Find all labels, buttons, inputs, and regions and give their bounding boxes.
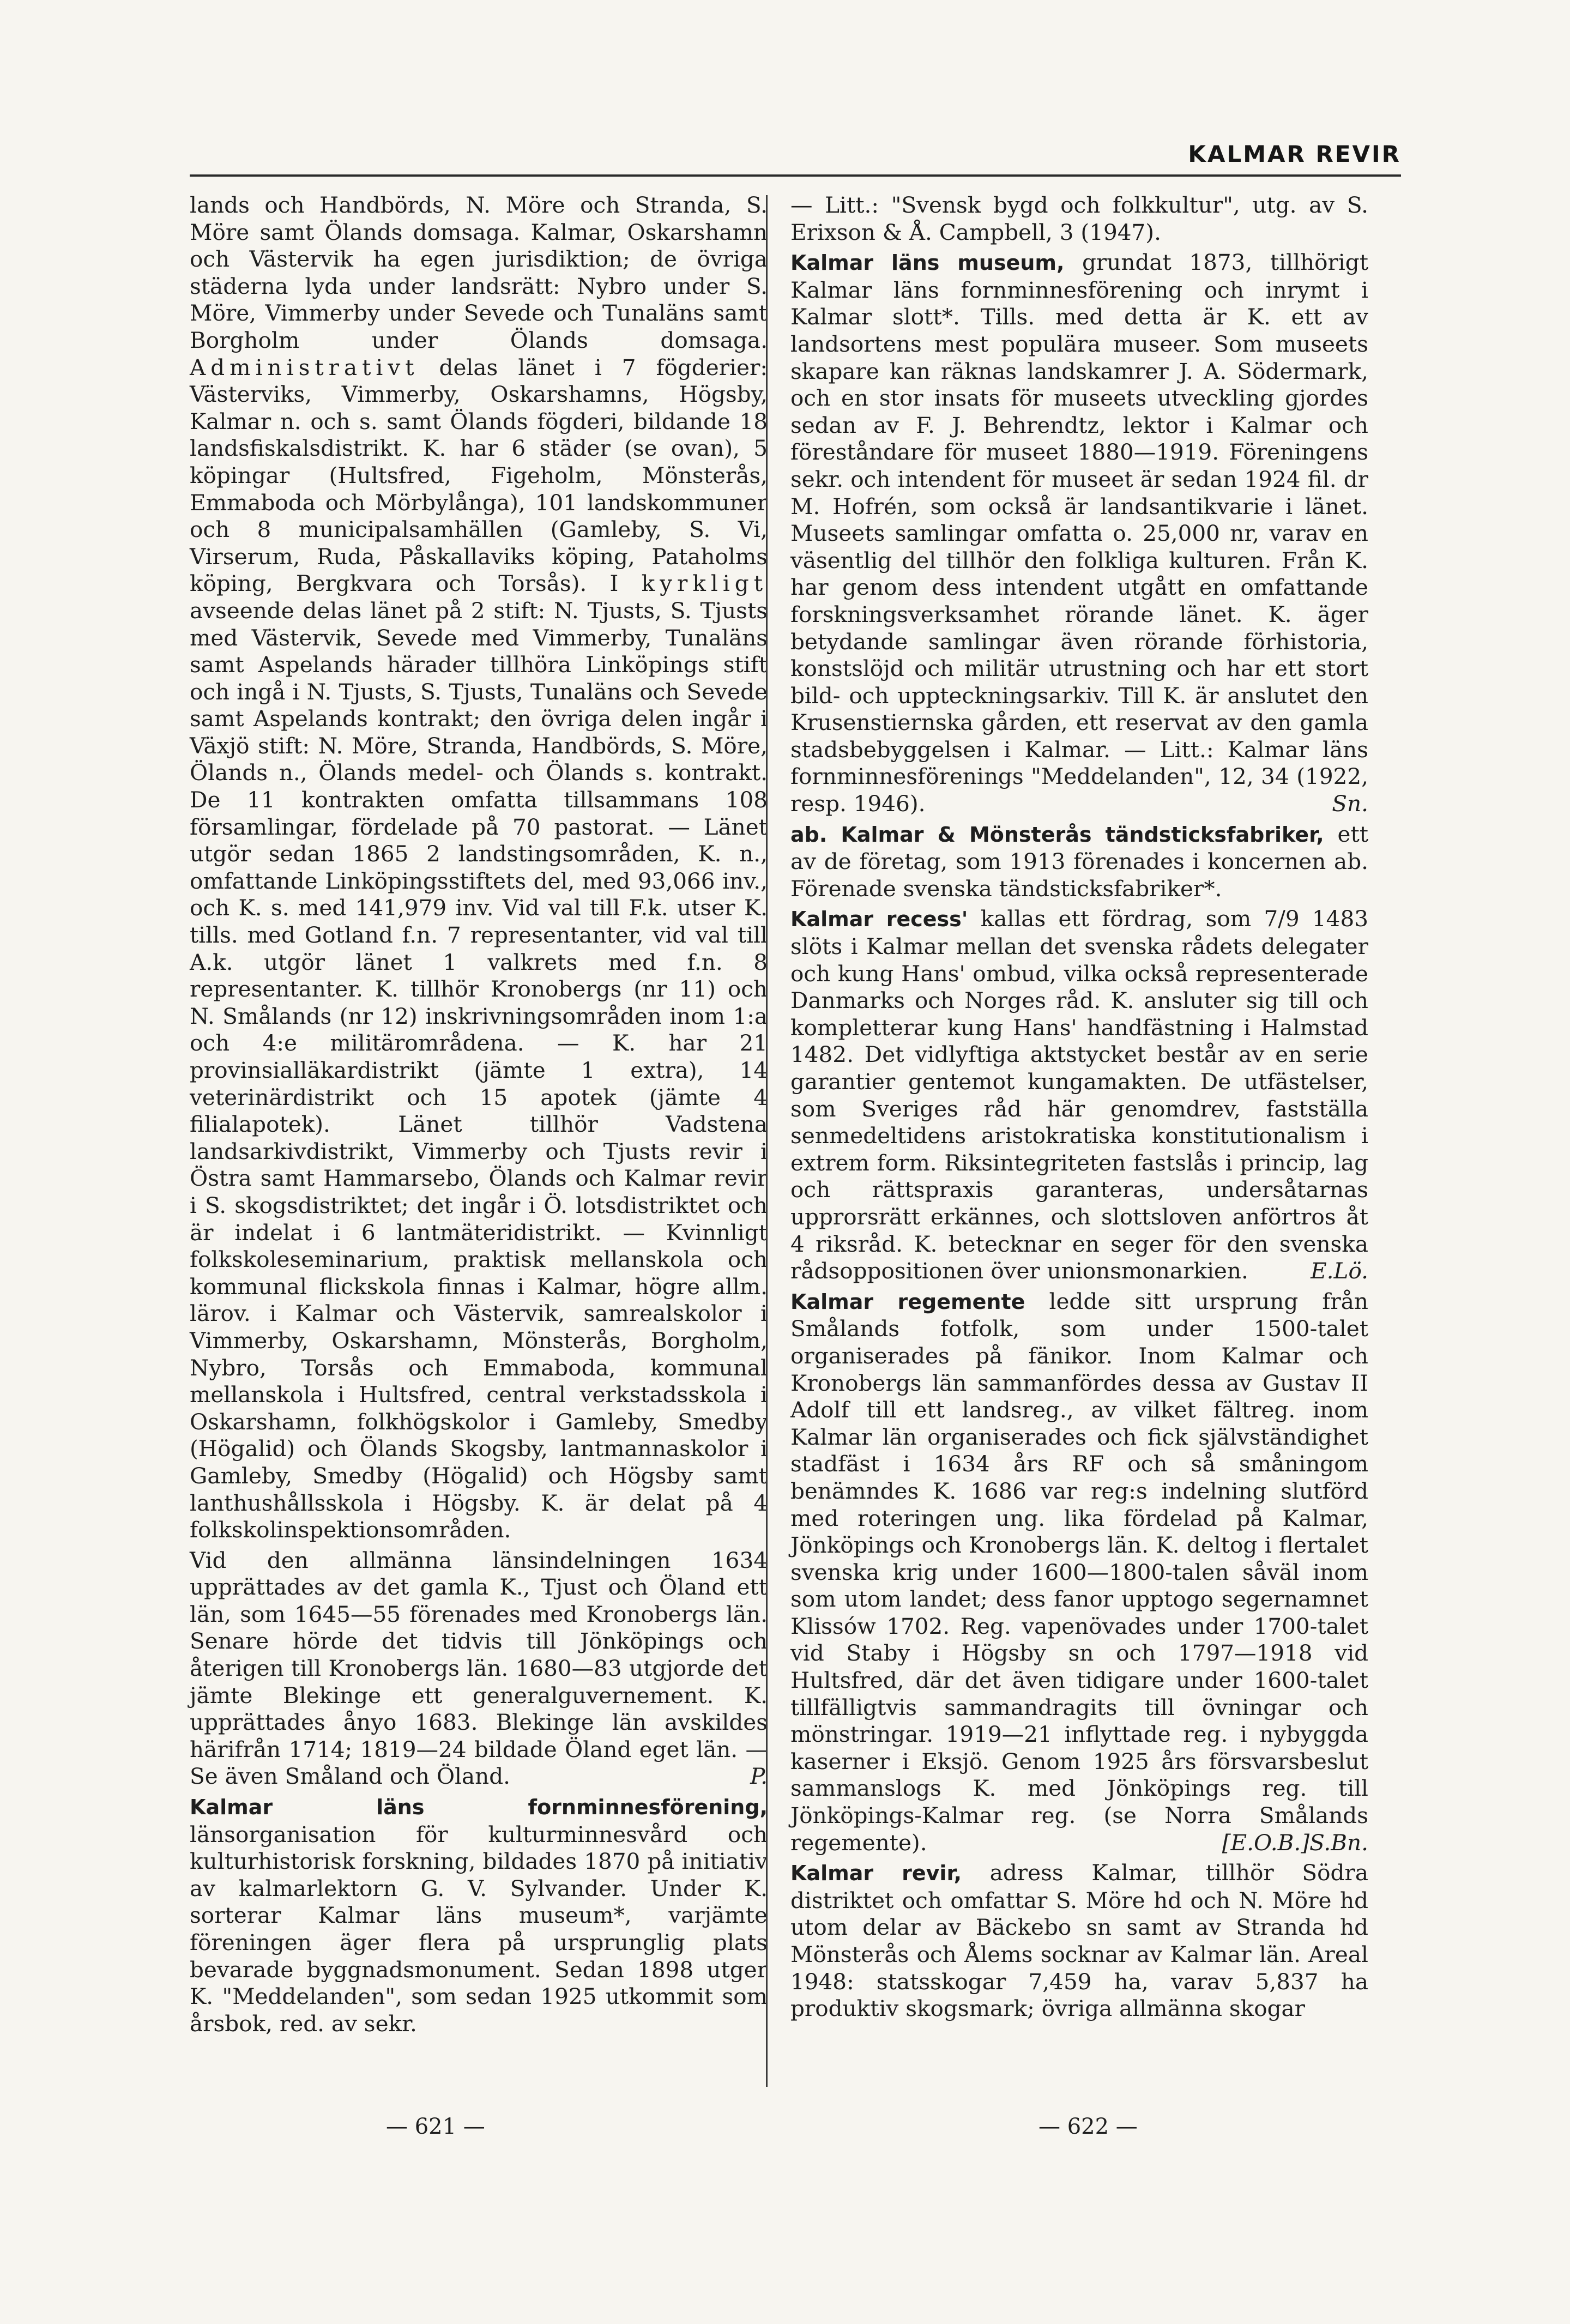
- entry-tandsticksfabriker: [790, 821, 1368, 903]
- entry-fornminnesforening: [190, 1794, 768, 2037]
- entry-title: Kalmar revir,: [790, 1861, 962, 1886]
- paragraph-text: kallas ett fördrag, som 7/9 1483 slöts i Kalmar mellan det svenska rådets delegater och kung Hans' ombud, vilka också representerade Danmarks och Norges råd. K. ansluter sig till och kompletterar kung Hans' handfästning i Halmstad 1482. Det vidlyftiga aktstycket består av en serie garantier gentemot kungamakten. De utfästelser, som Sveriges råd här genomdrev, fastställa senmedeltidens aristokratiska konstitutionalism i extrem form. Riksintegriteten fastslås i princip, lag och rättspraxis garanteras, undersåtarnas upprorsrätt erkännes, och slottsloven anförtros åt 4 riksråd. K. betecknar en seger för den svenska rådsoppositionen över unionsmonarkien.: [790, 906, 1368, 1284]
- entry-lans-museum: [790, 249, 1368, 817]
- entry-kalmar-regemente: [790, 1288, 1368, 1856]
- paragraph-text: avseende delas länet på 2 stift: N. Tjusts, S. Tjusts med Västervik, Sevede med Vimmerby, Tunaläns samt Aspelands härader tillhöra Linköpings stift och ingå i N. Tjusts, S. Tjusts, Tunaläns och Sevede samt Aspelands kontrakt; den övriga delen ingår i Växjö stift: N. Möre, Stranda, Handbörds, S. Möre, Ölands n., Ölands medel- och Ölands s. kontrakt. De 11 kontrakten omfatta tillsammans 108 församlingar, fördelade på 70 pastorat. — Länet utgör sedan 1865 2 landstingsområden, K. n., omfattande Linköpingsstiftets del, med 93,066 inv., och K. s. med 141,979 inv. Vid val till F.k. utser K. tills. med Gotland f.n. 7 representanter, vid val till A.k. utgör länet 1 valkrets med f.n. 8 representanter. K. tillhör Kronobergs (nr 11) och N. Smålands (nr 12) inskrivningsområden inom 1:a och 4:e militärområdena. — K. har 21 provinsialläkardistrikt (jämte 1 extra), 14 veterinärdistrikt och 15 apotek (jämte 4 filialapotek). Länet tillhör Vadstena landsarkivdistrikt, Vimmerby och Tjusts revir i Östra samt Hammarsebo, Ölands och Kalmar revir i S. skogsdistriktet; det ingår i Ö. lotsdistriktet och är indelat i 6 lantmäteridistrikt. — Kvinnligt folkskoleseminarium, praktisk mellanskola och kommunal flickskola finnas i Kalmar, högre allm. lärov. i Kalmar och Västervik, samrealskolor i Vimmerby, Oskarshamn, Mönsterås, Borgholm, Nybro, Torsås och Emmaboda, kommunal mellanskola i Hultsfred, central verkstadsskola i Oskarshamn, folkhögskolor i Gamleby, Smedby (Högalid) och Ölands Skogsby, lantmannaskolor i Gamleby, Smedby (Högalid) och Högsby samt lanthushållsskola i Högsby. K. är delat på 4 folkskolinspektionsområden.: [190, 597, 768, 1543]
- entry-title: Kalmar recess': [790, 907, 968, 932]
- spaced-emphasis: Administrativt: [190, 354, 419, 381]
- paragraph-text: länsorganisation för kulturminnesvård och kulturhistorisk forskning, bildades 1870 på initiativ av kalmarlektorn G. V. Sylvander. Under K. sorterar Kalmar läns museum*, varjämte föreningen äger flera på ursprunglig plats bevarade byggnadsmonument. Sedan 1898 utger K. "Meddelanden", som sedan 1925 utkommit som årsbok, red. av sekr.: [190, 1821, 768, 2037]
- entry-kalmar-lan-history: [190, 1547, 768, 1790]
- page-number-right: — 622 —: [1038, 2114, 1138, 2139]
- author-signature: Sn.: [1332, 790, 1368, 817]
- entry-title: ab. Kalmar & Mönsterås tändsticksfabriker,: [790, 822, 1324, 847]
- paragraph-text: Vid den allmänna länsindelningen 1634 upprättades av det gamla K., Tjust och Öland ett län, som 1645—55 förenades med Kronobergs län. Senare hörde det tidvis till Jönköpings och återigen till Kronobergs län. 1680—83 utgjorde det jämte Blekinge ett generalguvernement. K. upprättades ånyo 1683. Blekinge län avskildes härifrån 1714; 1819—24 bildade Öland eget län. — Se även Småland och Öland.: [190, 1547, 768, 1790]
- paragraph-text: delas länet i 7 fögderier: Västerviks, Vimmerby, Oskarshamns, Högsby, Kalmar n. och s. samt Ölands fögderi, bildande 18 landsfiskalsdistrikt. K. har 6 städer (se ovan), 5 köpingar (Hultsfred, Figeholm, Mönsterås, Emmaboda och Mörbylånga), 101 landskommuner och 8 municipalsamhällen (Gamleby, S. Vi, Virserum, Ruda, Påskallaviks köping, Pataholms köping, Bergkvara och Torsås). I: [190, 354, 768, 597]
- entry-kalmar-lan-continued: [190, 192, 768, 1544]
- author-signature: P.: [750, 1763, 768, 1790]
- author-signature: [E.O.B.]S.Bn.: [1222, 1829, 1368, 1856]
- header-rule: [190, 174, 1401, 177]
- entry-title: Kalmar läns museum,: [790, 251, 1065, 275]
- paragraph-text: — Litt.: "Svensk bygd och folkkultur", utg. av S. Erixson & Å. Campbell, 3 (1947).: [790, 192, 1368, 245]
- entry-kalmar-revir: [790, 1860, 1368, 2023]
- paragraph-text: adress Kalmar, tillhör Södra distriktet och omfattar S. Möre hd och N. Möre hd utom delar av Bäckebo sn samt av Stranda hd Mönsterås och Ålems socknar av Kalmar län. Areal 1948: statsskogar 7,459 ha, varav 5,837 ha produktiv skogsmark; övriga allmänna skogar: [790, 1860, 1368, 2022]
- entry-fornminnesforening-litt: [790, 192, 1368, 246]
- paragraph-text: ett av de företag, som 1913 förenades i koncernen ab. Förenade svenska tändsticksfabriker*.: [790, 820, 1368, 902]
- running-head: KALMAR REVIR: [1188, 141, 1401, 167]
- right-column: [790, 192, 1368, 2023]
- paragraph-text: lands och Handbörds, N. Möre och Stranda, S. Möre samt Ölands domsaga. Kalmar, Oskarshamn och Västervik ha egen jurisdiktion; de övriga städerna lyda under landsrätt: Nybro under S. Möre, Vimmerby under Sevede och Tunaläns samt Borgholm under Ölands domsaga.: [190, 192, 768, 353]
- entry-title: Kalmar regemente: [790, 1289, 1025, 1314]
- paragraph-text: ledde sitt ursprung från Smålands fotfolk, som under 1500-talet organiserades på fänikor. Inom Kalmar och Kronobergs län sammanfördes dessa av Gustav II Adolf till ett landsreg., av vilket fältreg. inom Kalmar län organiserades och fick självständighet stadfäst i 1634 års RF och så småningom benämndes K. 1686 var reg:s indelning slutförd med roteringen ung. lika fördelad på Kalmar, Jönköpings och Kronobergs län. K. deltog i flertalet svenska krig under 1600—1800-talen såväl inom som utom landet; dess fanor upptogo segernamnet Klissów 1702. Reg. vapenövades under 1700-talet vid Staby i Högsby sn och 1797—1918 vid Hultsfred, där det även tidigare under 1600-talet tillfälligtvis sammandragits till övningar och mönstringar. 1919—21 inflyttade reg. i nybyggda kaserner i Eksjö. Genom 1925 års försvarsbeslut sammanslogs K. med Jönköpings reg. till Jönköpings-Kalmar reg. (se Norra Smålands regemente).: [790, 1288, 1368, 1856]
- entry-kalmar-recess: [790, 906, 1368, 1284]
- entry-title: Kalmar läns fornminnesförening,: [190, 1795, 768, 1820]
- column-rule: [766, 195, 768, 2087]
- left-column: [190, 192, 768, 2037]
- page-number-left: — 621 —: [386, 2114, 485, 2139]
- paragraph-text: grundat 1873, tillhörigt Kalmar läns fornminnesförening och inrymt i Kalmar slott*. Tills. med detta är K. ett av landsortens mest populära museer. Som museets skapare kan räknas landskamrer J. A. Södermark, och en stor insats för museets utveckling gjordes sedan av F. J. Behrendtz, lektor i Kalmar och föreståndare för museet 1880—1919. Föreningens sekr. och intendent för museet är sedan 1924 fil. dr M. Hofrén, som också är landsantikvarie i länet. Museets samlingar omfatta o. 25,000 nr, varav en väsentlig del tillhör den folkliga kulturen. Från K. har genom dess intendent utgått en omfattande forskningsverksamhet rörande länet. K. äger betydande samlingar även rörande förhistoria, konstslöjd och militär utrustning och har ett stort bild- och uppteckningsarkiv. Till K. är anslutet den Krusenstiernska gården, ett reservat av den gamla stadsbebyggelsen i Kalmar. — Litt.: Kalmar läns fornminnesförenings "Meddelanden", 12, 34 (1922, resp. 1946).: [790, 249, 1369, 817]
- spaced-emphasis: kyrkligt: [641, 570, 768, 597]
- author-signature: E.Lö.: [1311, 1258, 1368, 1284]
